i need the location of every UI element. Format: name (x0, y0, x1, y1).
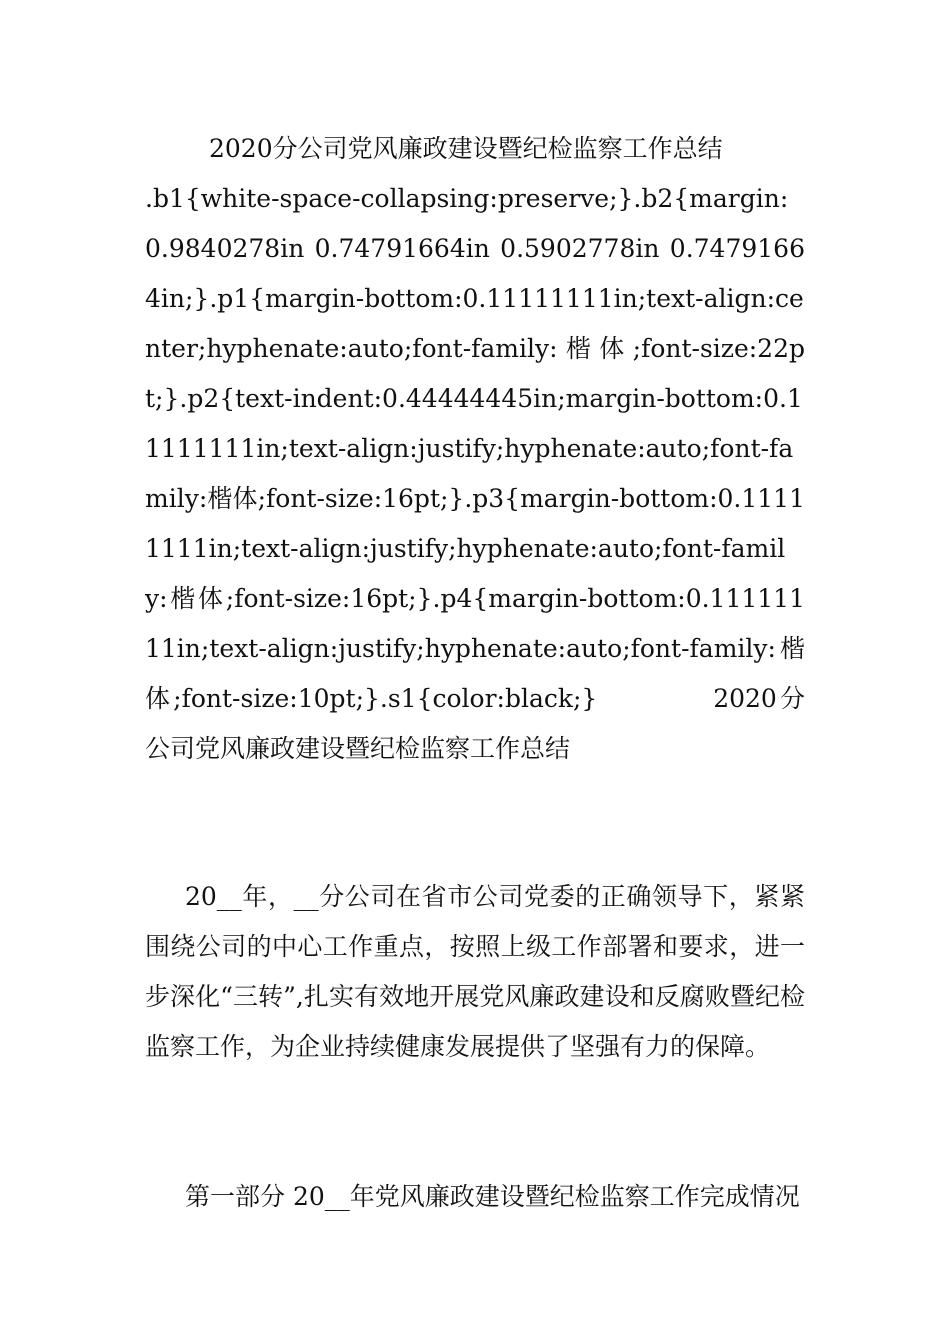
body-paragraph-intro: 20__年，__分公司在省市公司党委的正确领导下，紧紧围绕公司的中心工作重点，按照上级工作部署和要求，进一步深化“三转”,扎实有效地开展党风廉政建设和反腐败暨纪检监察工作，为企业持续健康发展提供了坚强有力的保障。 (145, 882, 805, 1061)
document-title: 2020分公司党风廉政建设暨纪检监察工作总结 (209, 134, 723, 163)
style-code-text: .b1{white-space-collapsing:preserve;}.b2{margin: 0.9840278in 0.74791664in 0.5902778in 0.74791664in;}.p1{margin-bottom:0.11111111in;text-align:center;hyphenate:auto;font-family:楷体;font-size:22pt;}.p2{text-indent:0.44444445in;margin-bottom:0.11111111in;text-align:justify;hyphenate:auto;font-family:楷体;font-size:16pt;}.p3{margin-bottom:0.11111111in;text-align:justify;hyphenate:auto;font-family:楷体;font-size:16pt;}.p4{margin-bottom:0.11111111in;text-align:justify;hyphenate:auto;font-family:楷体;font-size:10pt;}.s1{color:black;} 2020分公司党风廉政建设暨纪检监察工作总结 (145, 184, 805, 763)
section-heading-part-one: 第一部分 20__年党风廉政建设暨纪检监察工作完成情况 (185, 1182, 800, 1211)
